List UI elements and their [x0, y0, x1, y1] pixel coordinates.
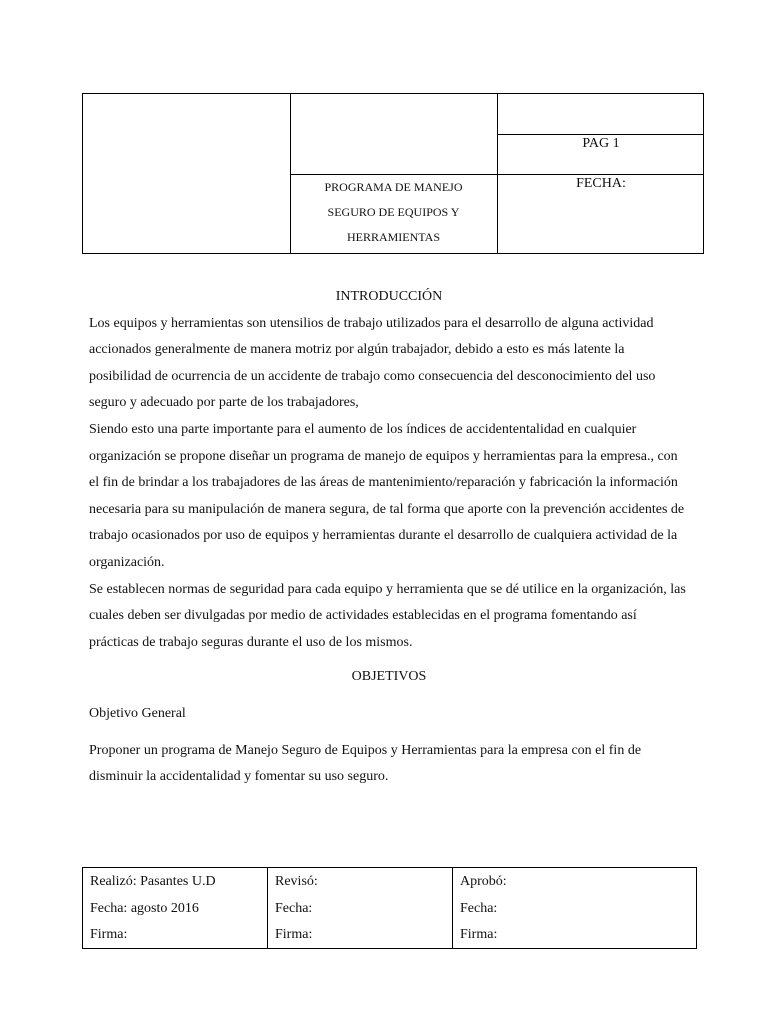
reviewed-signature: Firma: [275, 927, 313, 942]
general-objective-heading: Objetivo General [89, 705, 186, 721]
introduction-paragraph: Los equipos y herramientas son utensilios de trabajo utilizados para el desarrollo de alguna actividad accionados generalmente de manera motriz por algún trabajador, debido a esto es más latente la posibilidad de ocurrencia de un accidente de trabajo como consecuencia del desconocimiento del uso seguro y adecuado por parte de los trabajadores, [89, 315, 656, 411]
made-by-column [83, 868, 267, 948]
document-title [290, 175, 497, 250]
reviewed-date: Fecha: [275, 900, 313, 916]
made-by: Realizó: Pasantes U.D [90, 874, 216, 889]
document-body [89, 284, 689, 791]
made-date: Fecha: agosto 2016 [90, 900, 199, 916]
approved-by: Aprobó: [460, 874, 507, 889]
approved-by-column [452, 868, 696, 948]
date-label: FECHA: [576, 176, 626, 191]
page-number: PAG 1 [582, 136, 620, 151]
title-line: PROGRAMA DE MANEJO [324, 180, 463, 194]
title-line: HERRAMIENTAS [346, 230, 441, 244]
reviewed-by-column [267, 868, 452, 948]
introduction-paragraph: Siendo esto una parte importante para el aumento de los índices de accidententalidad en cualquier organización se propone diseñar un programa de manejo de equipos y herramientas para la empresa., con el fin de brindar a los trabajadores de las áreas de mantenimiento/reparación y fabricación la información necesaria para su manipulación de manera segura, de tal forma que aporte con la prevención accidentes de trabajo ocasionados por uso de equipos y herramientas durante el desarrollo de cualquiera actividad de la organización. [89, 421, 685, 570]
introduction-paragraph: Se establecen normas de seguridad para cada equipo y herramienta que se dé utilice en la organización, las cuales deben ser divulgadas por medio de actividades establecidas en el programa fomentando así prácticas de trabajo seguras durante el uso de los mismos. [89, 581, 686, 650]
approved-date: Fecha: [460, 900, 498, 916]
approved-signature: Firma: [460, 927, 498, 942]
approval-table [82, 867, 697, 949]
header-table [82, 93, 704, 254]
objectives-heading: OBJETIVOS [351, 669, 427, 685]
made-signature: Firma: [90, 927, 128, 942]
general-objective-text: Proponer un programa de Manejo Seguro de Equipos y Herramientas para la empresa con el fin de disminuir la accidentalidad y fomentar su uso seguro. [89, 742, 642, 785]
reviewed-by: Revisó: [275, 874, 318, 889]
introduction-heading: INTRODUCCIÓN [335, 289, 443, 304]
title-line: SEGURO DE EQUIPOS Y [327, 205, 460, 219]
